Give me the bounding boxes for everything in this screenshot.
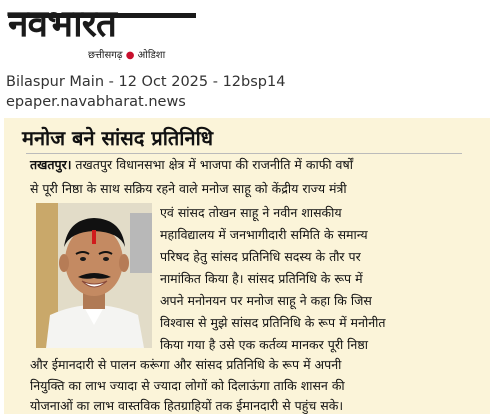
newspaper-masthead	[6, 4, 206, 66]
article-line-5: परिषद हेतु सांसद प्रतिनिधि सदस्य के तौर पर	[160, 249, 361, 264]
logo-text: नवभारत	[8, 2, 116, 45]
region-chhattisgarh: छत्तीसगढ़	[88, 50, 123, 61]
article-line-12: योजनाओं का लाभ वास्तविक हितग्राहियों तक ईमानदारी से पहुंच सके।	[30, 398, 344, 413]
article-line-2: से पूरी निष्ठा के साथ सक्रिय रहने वाले मनोज साहू को केंद्रीय राज्य मंत्री	[30, 181, 347, 196]
region-separator-dot: ●	[125, 50, 135, 61]
newspaper-logo	[6, 4, 206, 66]
article-line-7: अपने मनोनयन पर मनोज साहू ने कहा कि जिस	[160, 293, 372, 308]
article-line-6: नामांकित किया है। सांसद प्रतिनिधि के रूप में	[160, 271, 363, 286]
article-line-8: विश्वास से मुझे सांसद प्रतिनिधि के रूप में मनोनीत	[160, 315, 386, 330]
article-line-9: किया गया है उसे एक कर्तव्य मानकर पूरी निष्ठा	[160, 337, 368, 352]
region-odisha: ओडिशा	[137, 50, 166, 61]
portrait-photo	[36, 203, 152, 348]
article-line-11: नियुक्ति का लाभ ज्यादा से ज्यादा लोगों को दिलाऊंगा ताकि शासन की	[30, 378, 345, 393]
article-line-1	[30, 156, 353, 174]
article-line-4: महाविद्यालय में जनभागीदारी समिति के समान्य	[160, 227, 368, 242]
article-dateline: तखतपुर।	[30, 157, 72, 172]
article-headline: मनोज बने सांसद प्रतिनिधि	[22, 126, 214, 150]
portrait-illustration	[36, 203, 152, 348]
article-line-1-text: तखतपुर विधानसभा क्षेत्र में भाजपा की राजनीति में काफी वर्षों	[71, 157, 353, 172]
edition-info	[6, 72, 285, 112]
headline-divider	[26, 153, 462, 154]
logo-region-line	[88, 47, 165, 61]
article-line-10: और ईमानदारी से पालन करूंगा और सांसद प्रतिनिधि के रूप में अपनी	[30, 357, 342, 372]
site-url: epaper.navabharat.news	[6, 94, 186, 110]
article-line-3: एवं सांसद तोखन साहू ने नवीन शासकीय	[160, 205, 342, 220]
edition-line: Bilaspur Main - 12 Oct 2025 - 12bsp14	[6, 74, 286, 90]
